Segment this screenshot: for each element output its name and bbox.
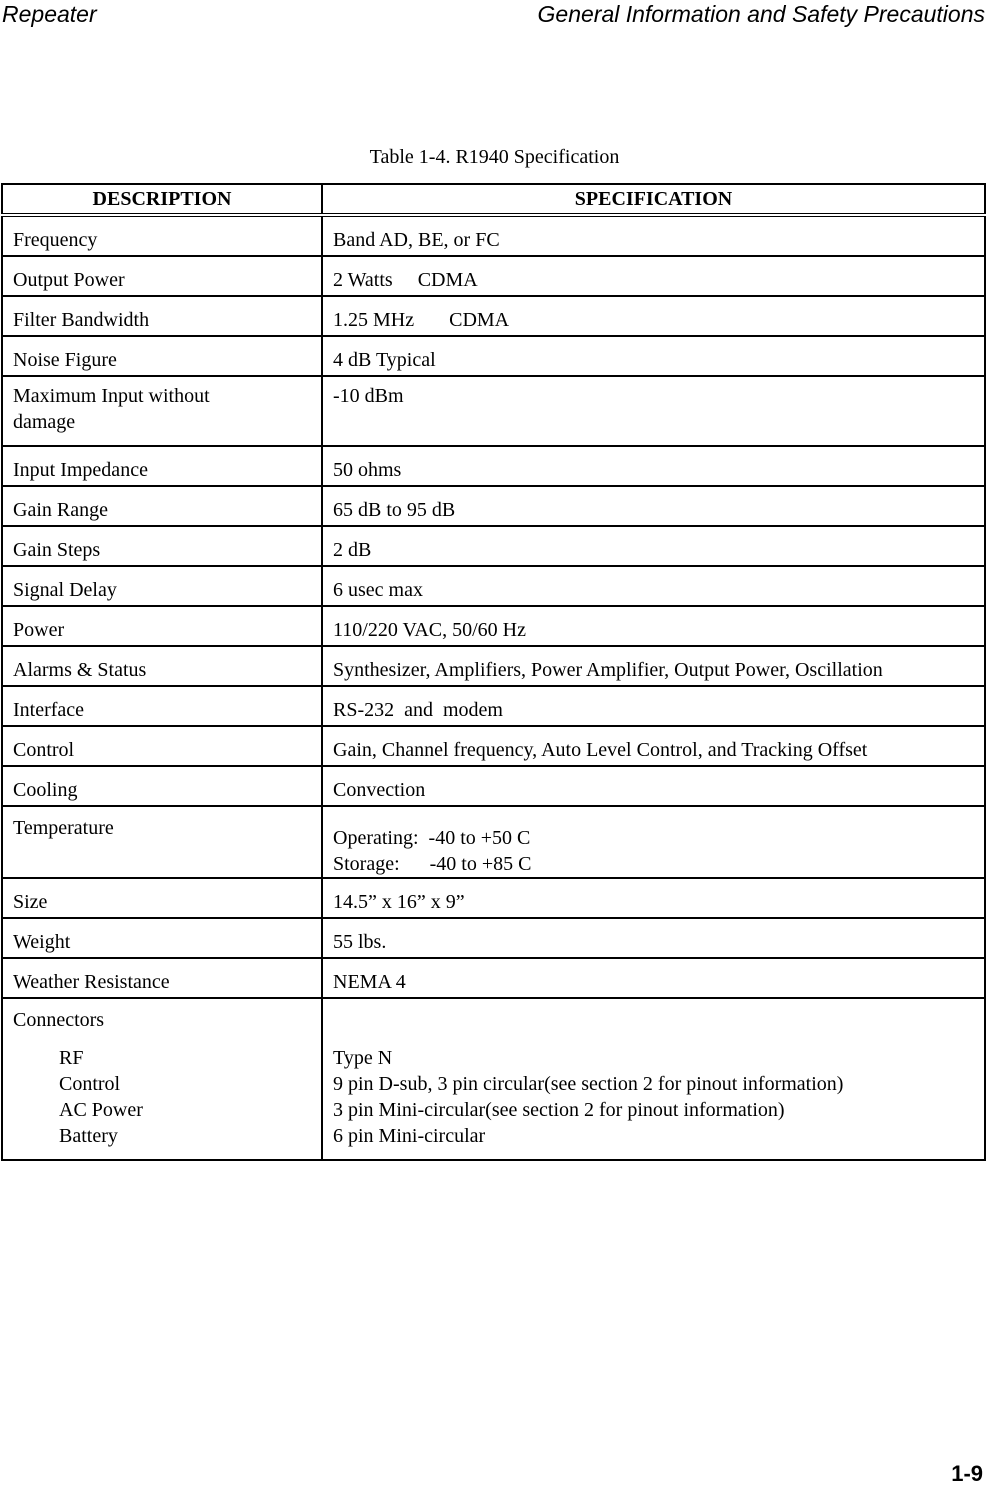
table-row: [2, 446, 985, 486]
row-description: [2, 998, 322, 1160]
table-row-connectors: [2, 998, 985, 1160]
row-specification-text: 1.25 MHz CDMA: [333, 309, 510, 331]
connector-spec: 6 pin Mini-circular: [333, 1125, 486, 1147]
row-specification-text: RS-232 and modem: [333, 699, 503, 721]
connectors-label: Connectors: [13, 1009, 105, 1031]
connector-spec: 9 pin D-sub, 3 pin circular(see section 2 for pinout information): [333, 1073, 844, 1095]
row-specification: [322, 256, 985, 296]
row-specification: -10 dBm: [322, 376, 985, 446]
row-specification: 65 dB to 95 dB: [322, 486, 985, 526]
row-specification: [322, 806, 985, 878]
connector-name: Battery: [59, 1125, 118, 1147]
connector-spec: Type N: [333, 1047, 393, 1069]
row-description: Gain Range: [2, 486, 322, 526]
table-row: [2, 336, 985, 376]
table-caption: Table 1-4. R1940 Specification: [369, 146, 620, 168]
row-description: Output Power: [2, 256, 322, 296]
row-specification: NEMA 4: [322, 958, 985, 998]
running-header-right: General Information and Safety Precautions: [537, 1, 985, 27]
connector-name: AC Power: [59, 1099, 143, 1121]
row-description: Filter Bandwidth: [2, 296, 322, 336]
row-specification: Convection: [322, 766, 985, 806]
row-description: Interface: [2, 686, 322, 726]
row-description: Frequency: [2, 215, 322, 256]
row-description: Gain Steps: [2, 526, 322, 566]
row-description: Cooling: [2, 766, 322, 806]
table-row: [2, 686, 985, 726]
table-row: [2, 296, 985, 336]
row-description: Size: [2, 878, 322, 918]
table-row: [2, 646, 985, 686]
connector-spec: 3 pin Mini-circular(see section 2 for pinout information): [333, 1099, 785, 1121]
table-row: [2, 958, 985, 998]
column-header-specification: SPECIFICATION: [322, 184, 985, 215]
row-description: Power: [2, 606, 322, 646]
table-row: [2, 726, 985, 766]
column-header-description: DESCRIPTION: [2, 184, 322, 215]
row-specification: [322, 686, 985, 726]
row-specification: 6 usec max: [322, 566, 985, 606]
row-description: Input Impedance: [2, 446, 322, 486]
table-row: [2, 256, 985, 296]
specification-table: [1, 183, 986, 1161]
running-header-left: Repeater: [2, 1, 97, 27]
table-header-row: [2, 184, 985, 215]
table-row: [2, 878, 985, 918]
row-description: [2, 376, 322, 446]
row-specification-text: 2 Watts CDMA: [333, 269, 478, 291]
row-description: Alarms & Status: [2, 646, 322, 686]
table-row: [2, 376, 985, 446]
row-description: Temperature: [2, 806, 322, 878]
row-specification: [322, 998, 985, 1160]
table-row: [2, 215, 985, 256]
row-specification: 14.5” x 16” x 9”: [322, 878, 985, 918]
connector-name: RF: [59, 1047, 84, 1069]
page-number: 1-9: [951, 1461, 983, 1486]
table-row: [2, 806, 985, 878]
row-description: Weight: [2, 918, 322, 958]
row-specification: 2 dB: [322, 526, 985, 566]
table-row: [2, 918, 985, 958]
row-specification: Gain, Channel frequency, Auto Level Control, and Tracking Offset: [322, 726, 985, 766]
temperature-storage: Storage: -40 to +85 C: [333, 853, 532, 875]
temperature-operating: Operating: -40 to +50 C: [333, 827, 531, 849]
row-specification: [322, 296, 985, 336]
row-specification: 4 dB Typical: [322, 336, 985, 376]
table-row: [2, 526, 985, 566]
row-description: Signal Delay: [2, 566, 322, 606]
row-description: Noise Figure: [2, 336, 322, 376]
row-description: Weather Resistance: [2, 958, 322, 998]
connector-name: Control: [59, 1073, 121, 1095]
row-description-text: Maximum Input without damage: [13, 385, 210, 433]
table-row: [2, 566, 985, 606]
row-description: Control: [2, 726, 322, 766]
table-row: [2, 606, 985, 646]
row-specification: Synthesizer, Amplifiers, Power Amplifier, Output Power, Oscillation: [322, 646, 985, 686]
row-specification: Band AD, BE, or FC: [322, 215, 985, 256]
table-row: [2, 766, 985, 806]
row-specification: 50 ohms: [322, 446, 985, 486]
row-specification: 55 lbs.: [322, 918, 985, 958]
row-specification: 110/220 VAC, 50/60 Hz: [322, 606, 985, 646]
table-row: [2, 486, 985, 526]
